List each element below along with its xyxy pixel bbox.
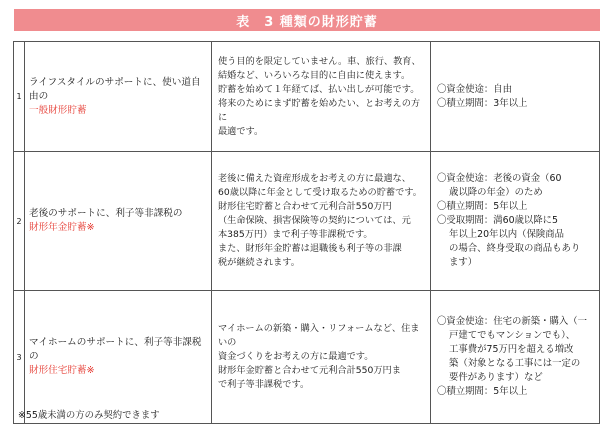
condition-line: 要件があります）など	[449, 372, 543, 383]
description-line: （生命保険、損害保険等の契約については、元	[218, 215, 411, 226]
description-line: 老後に備えた資産形成をお考えの方に最適な、	[218, 173, 411, 184]
condition-line: 築（対象となる工事には一定の	[449, 358, 581, 369]
description-line: 結婚など、いろいろな目的に自由に使えます。	[218, 69, 411, 81]
description-line: 財形年金貯蓄と合わせて元利合計550万円ま	[218, 365, 401, 376]
condition-line: 戸建てでもマンションでも）、	[449, 330, 576, 341]
row-number: 1	[14, 42, 25, 152]
condition-line: 〇資金使途：自由	[437, 83, 513, 95]
description-line: 税が継続されます。	[218, 257, 300, 268]
description-line: 最適です。	[218, 125, 264, 137]
table-row	[14, 42, 600, 152]
savings-type-highlight: 財形住宅貯蓄※	[29, 365, 95, 376]
table-row	[14, 152, 600, 291]
savings-conditions	[431, 291, 600, 424]
description-line: マイホームの新築・購入・リフォームなど、住まいの	[218, 323, 420, 348]
condition-line: の場合、終身受取の商品もあり	[449, 243, 581, 254]
description-line: 60歳以降に年金として受け取るための貯蓄です。	[218, 187, 422, 198]
savings-description	[212, 291, 431, 424]
condition-line: 年以上20年以内（保険商品	[449, 229, 565, 240]
description-line: で利子等非課税です。	[218, 379, 310, 390]
savings-type-prefix: マイホームのサポートに、利子等非課税の	[29, 337, 202, 362]
description-line: 使う目的を限定していません。車、旅行、教育、	[218, 55, 421, 67]
savings-type-highlight: 一般財形貯蓄	[29, 104, 87, 116]
description-line: 資金づくりをお考えの方に最適です。	[218, 351, 374, 362]
condition-line: ます）	[449, 257, 478, 268]
savings-conditions	[431, 42, 600, 152]
savings-conditions	[431, 152, 600, 291]
condition-line: 〇資金使途：住宅の新築・購入（一	[437, 316, 588, 327]
table-row	[14, 291, 600, 424]
condition-line: 〇積立期間：5年以上	[437, 201, 528, 212]
savings-type-highlight: 財形年金貯蓄※	[29, 222, 95, 233]
row-number: 3	[14, 291, 25, 424]
row-number: 2	[14, 152, 25, 291]
savings-description	[212, 42, 431, 152]
savings-type-name	[25, 42, 212, 152]
condition-line: 〇積立期間：5年以上	[437, 386, 528, 397]
savings-type-name	[25, 291, 212, 424]
description-line: 将来のためにまず貯蓄を始めたい、とお考えの方に	[218, 97, 421, 123]
condition-line: 〇受取期間：満60歳以降に5	[437, 215, 559, 226]
description-line: 本385万円）まで利子等非課税です。	[218, 229, 373, 240]
condition-line: 歳以降の年金）のため	[449, 187, 543, 198]
condition-line: 工事費が75万円を超える増改	[449, 344, 574, 355]
savings-type-prefix: ライフスタイルのサポートに、使い道自由の	[29, 76, 201, 102]
description-line: 貯蓄を始めて１年経てば、払い出しが可能です。	[218, 83, 420, 95]
table-title-bar	[14, 9, 600, 31]
description-line: また、財形年金貯蓄は退職後も利子等の非課	[218, 243, 402, 254]
table-title: 表 3 種類の財形貯蓄	[236, 14, 378, 30]
savings-table	[13, 41, 600, 424]
savings-description	[212, 152, 431, 291]
condition-line: 〇積立期間：3年以上	[437, 97, 528, 109]
footnote: ※55歳未満の方のみ契約できます	[18, 410, 160, 421]
savings-type-name	[25, 152, 212, 291]
condition-line: 〇資金使途：老後の資金（60	[437, 173, 562, 184]
savings-type-prefix: 老後のサポートに、利子等非課税の	[29, 208, 183, 219]
description-line: 財形住宅貯蓄と合わせて元利合計550万円	[218, 201, 392, 212]
